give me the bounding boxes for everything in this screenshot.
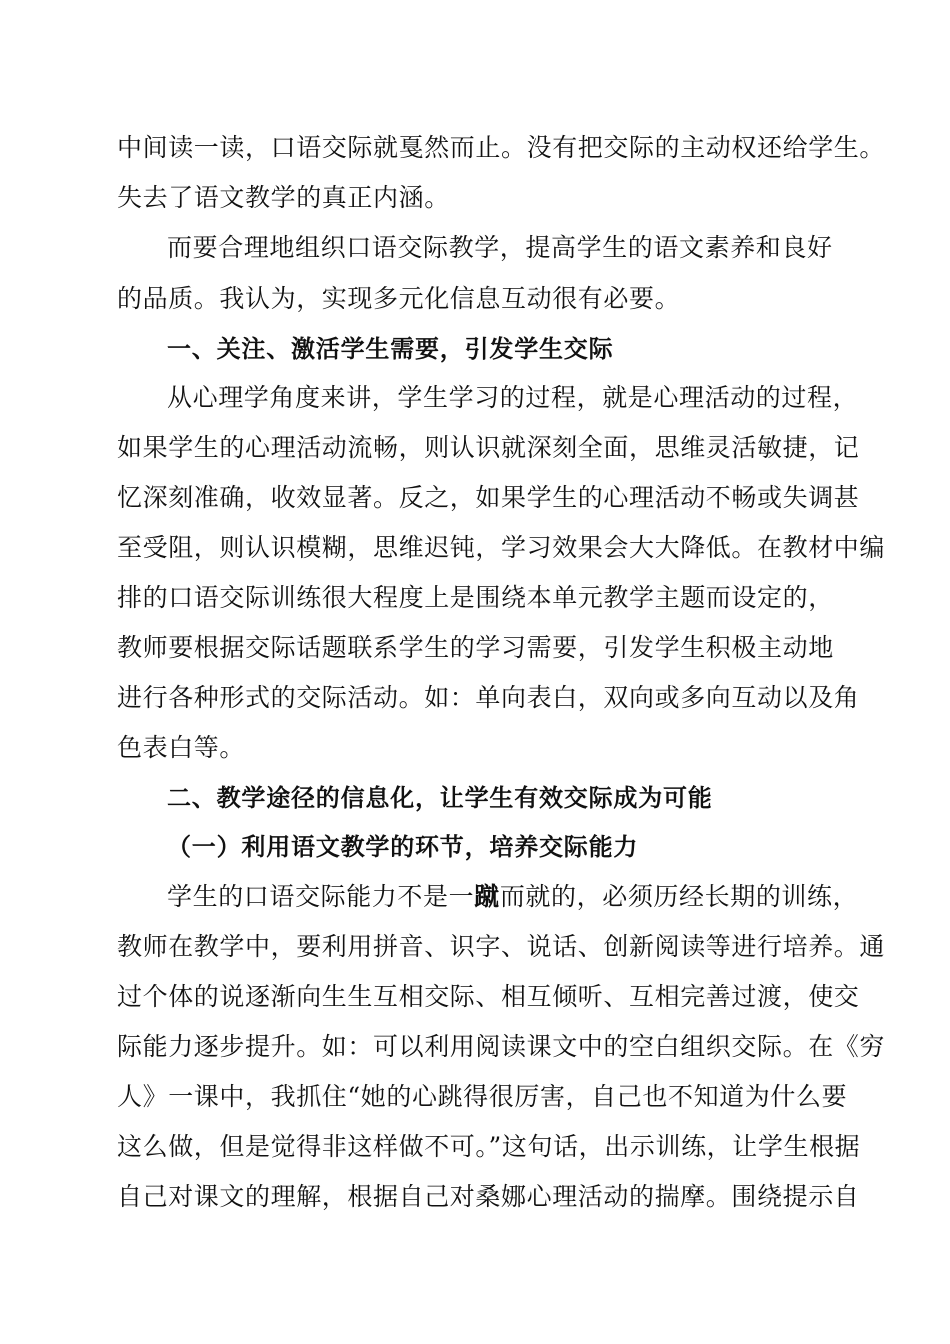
text-line: 人》一课中，我抓住“她的心跳得很厉害，自己也不知道为什么要 [117,1082,848,1111]
text-line: 自己对课文的理解，根据自己对桑娜心理活动的揣摩。围绕提示自 [117,1182,860,1211]
text-line: 忆深刻准确，收效显著。反之，如果学生的心理活动不畅或失调甚 [117,483,860,512]
text-line: 这么做，但是觉得非这样做不可。”这句话，出示训练，让学生根据 [117,1132,861,1161]
text-line: 如果学生的心理活动流畅，则认识就深刻全面，思维灵活敏捷，记 [117,433,860,462]
text-line: 排的口语交际训练很大程度上是围绕本单元教学主题而设定的， [117,583,834,612]
text-line: 过个体的说逐渐向生生互相交际、相互倾听、互相完善过渡，使交 [117,982,860,1011]
paragraph-start-line: 从心理学角度来讲，学生学习的过程，就是心理活动的过程， [167,383,859,412]
text-line: 教师在教学中，要利用拼音、识字、说话、创新阅读等进行培养。通 [117,932,886,961]
paragraph-start-line: 而要合理地组织口语交际教学，提高学生的语文素养和良好 [167,233,833,262]
text-line: 的品质。我认为，实现多元化信息互动很有必要。 [117,284,681,313]
paragraph-start-line [167,880,859,914]
text-line: 进行各种形式的交际活动。如：单向表白，双向或多向互动以及角 [117,683,860,712]
text-line: 色表白等。 [117,733,246,762]
text-line: 际能力逐步提升。如：可以利用阅读课文中的空白组织交际。在《穷 [117,1032,886,1061]
section-heading-1: 一、关注、激活学生需要，引发学生交际 [167,335,614,363]
text-segment: 学生的口语交际能力不是一 [167,882,475,911]
text-line: 至受阻，则认识模糊，思维迟钝，学习效果会大大降低。在教材中编 [117,533,886,562]
section-heading-2: 二、教学途径的信息化，让学生有效交际成为可能 [167,784,713,812]
text-segment-bold: 蹴 [474,882,500,911]
text-line: 中间读一读，口语交际就戛然而止。没有把交际的主动权还给学生。 [117,133,886,162]
subsection-heading: （一）利用语文教学的环节，培养交际能力 [167,833,639,861]
text-line: 教师要根据交际话题联系学生的学习需要，引发学生积极主动地 [117,633,834,662]
text-line: 失去了语文教学的真正内涵。 [117,183,450,212]
text-segment: 而就的，必须历经长期的训练， [499,882,859,911]
